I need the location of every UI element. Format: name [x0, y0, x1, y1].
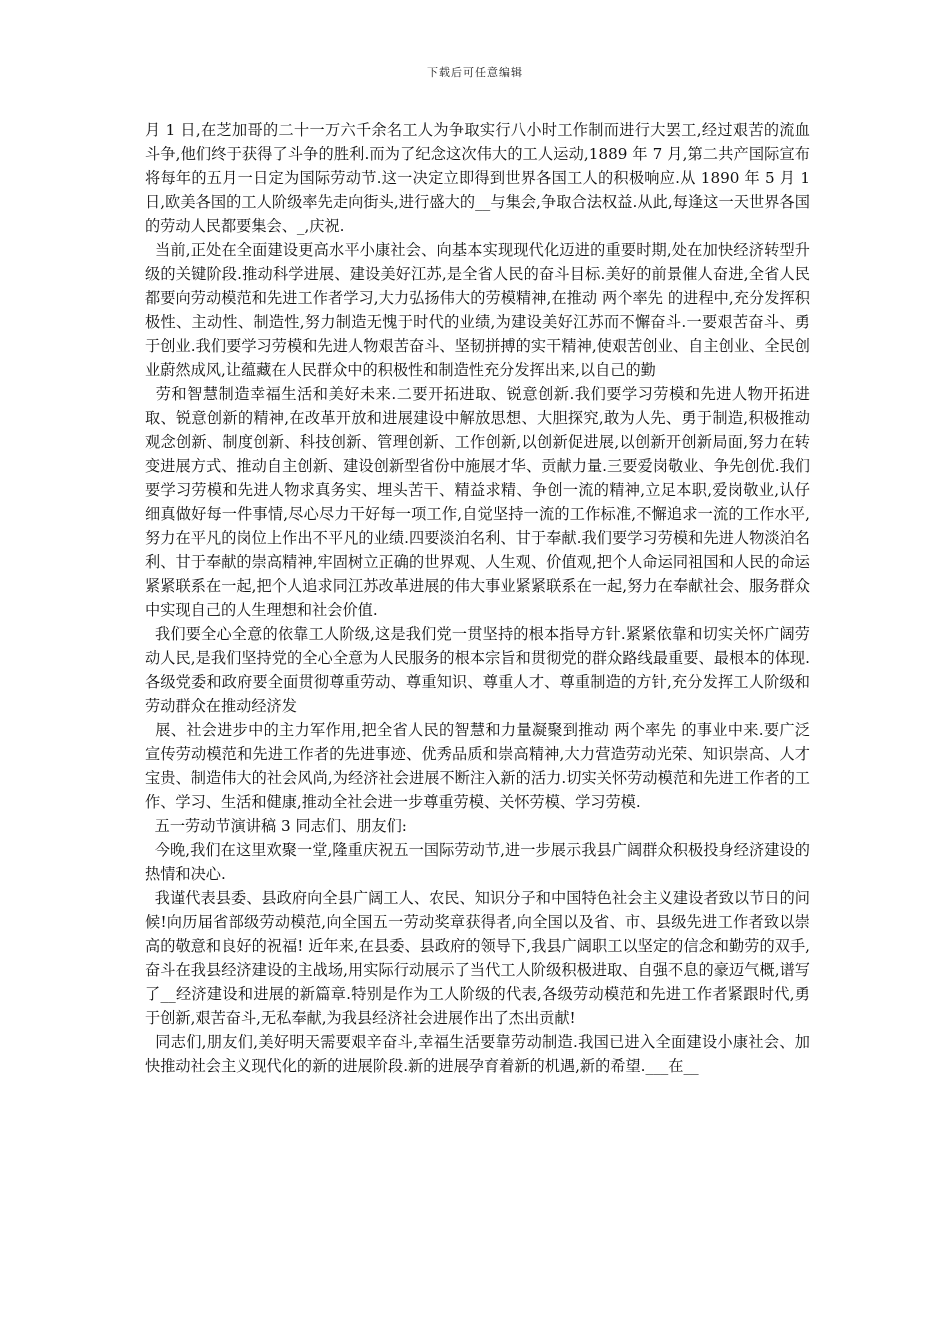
- paragraph-rely-on-workers: 我们要全心全意的依靠工人阶级,这是我们党一贯坚持的根本指导方针.紧紧依靠和切实关怀广阔劳动人民,是我们坚持党的全心全意为人民服务的根本宗旨和贯彻党的群众路线最重要、最根本的体现.各级党委和政府要全面贯彻尊重劳动、尊重知识、尊重人才、尊重制造的方针,充分发挥工人阶级和劳动群众在推动经济发: [145, 625, 810, 715]
- paragraph-comrades-friends: 同志们,朋友们,美好明天需要艰辛奋斗,幸福生活要靠劳动制造.我国已进入全面建设小康社会、加快推动社会主义现代化的新的进展阶段.新的进展孕育着新的机遇,新的希望.___在__: [145, 1033, 810, 1075]
- paragraph-may-day-history: 月 1 日,在芝加哥的二十一万六千余名工人为争取实行八小时工作制而进行大罢工,经过艰苦的流血斗争,他们终于获得了斗争的胜利.而为了纪念这次伟大的工人运动,1889 年 7 月,第二共产国际宣布将每年的五月一日定为国际劳动节.这一决定立即得到世界各国工人的积极响应.从 1890 年 5 月 1 日,欧美各国的工人阶级率先走向街头,进行盛大的__与集会,争取合法权益.从此,每逢这一天世界各国的劳动人民都要集会、_,庆祝.: [145, 121, 810, 235]
- paragraph-tonight-celebration: 今晚,我们在这里欢聚一堂,隆重庆祝五一国际劳动节,进一步展示我县广阔群众积极投身经济建设的热情和决心.: [145, 841, 810, 883]
- document-body: [145, 118, 810, 1078]
- paragraph-social-progress: 展、社会进步中的主力军作用,把全省人民的智慧和力量凝聚到推动 两个率先 的事业中来.要广泛宣传劳动模范和先进工作者的先进事迹、优秀品质和崇高精神,大力营造劳动光荣、知识崇高、人才宝贵、制造伟大的社会风尚,为经济社会进展不断注入新的活力.切实关怀劳动模范和先进工作者的工作、学习、生活和健康,推动全社会进一步尊重劳模、关怀劳模、学习劳模.: [145, 721, 810, 811]
- paragraph-innovation-dedication: 劳和智慧制造幸福生活和美好未来.二要开拓进取、锐意创新.我们要学习劳模和先进人物开拓进取、锐意创新的精神,在改革开放和进展建设中解放思想、大胆探究,敢为人先、勇于制造,积极推动观念创新、制度创新、科技创新、管理创新、工作创新,以创新促进展,以创新开创新局面,努力在转变进展方式、推动自主创新、建设创新型省份中施展才华、贡献力量.三要爱岗敬业、争先创优.我们要学习劳模和先进人物求真务实、埋头苦干、精益求精、争创一流的精神,立足本职,爱岗敬业,认仔细真做好每一件事情,尽心尽力干好每一项工作,自觉坚持一流的工作标准,不懈追求一流的工作水平,努力在平凡的岗位上作出不平凡的业绩.四要淡泊名利、甘于奉献.我们要学习劳模和先进人物淡泊名利、甘于奉献的崇高精神,牢固树立正确的世界观、人生观、价值观,把个人命运同祖国和人民的命运紧紧联系在一起,把个人追求同江苏改革进展的伟大事业紧紧联系在一起,努力在奉献社会、服务群众中实现自己的人生理想和社会价值.: [145, 385, 810, 619]
- page-header: 下载后可任意编辑: [427, 66, 523, 79]
- paragraph-speech-3-heading: 五一劳动节演讲稿 3 同志们、朋友们:: [145, 817, 407, 835]
- paragraph-current-period: 当前,正处在全面建设更高水平小康社会、向基本实现现代化迈进的重要时期,处在加快经济转型升级的关键阶段.推动科学进展、建设美好江苏,是全省人民的奋斗目标.美好的前景催人奋进,全省人民都要向劳动模范和先进工作者学习,大力弘扬伟大的劳模精神,在推动 两个率先 的进程中,充分发挥积极性、主动性、制造性,努力制造无愧于时代的业绩,为建设美好江苏而不懈奋斗.一要艰苦奋斗、勇于创业.我们要学习劳模和先进人物艰苦奋斗、坚韧拼搏的实干精神,使艰苦创业、自主创业、全民创业蔚然成风,让蕴藏在人民群众中的积极性和制造性充分发挥出来,以自己的勤: [145, 241, 810, 379]
- paragraph-greetings: 我谨代表县委、县政府向全县广阔工人、农民、知识分子和中国特色社会主义建设者致以节日的问候!向历届省部级劳动模范,向全国五一劳动奖章获得者,向全国以及省、市、县级先进工作者致以崇高的敬意和良好的祝福! 近年来,在县委、县政府的领导下,我县广阔职工以坚定的信念和勤劳的双手,奋斗在我县经济建设的主战场,用实际行动展示了当代工人阶级积极进取、自强不息的豪迈气概,谱写了__经济建设和进展的新篇章.特别是作为工人阶级的代表,各级劳动模范和先进工作者紧跟时代,勇于创新,艰苦奋斗,无私奉献,为我县经济社会进展作出了杰出贡献!: [145, 889, 810, 1027]
